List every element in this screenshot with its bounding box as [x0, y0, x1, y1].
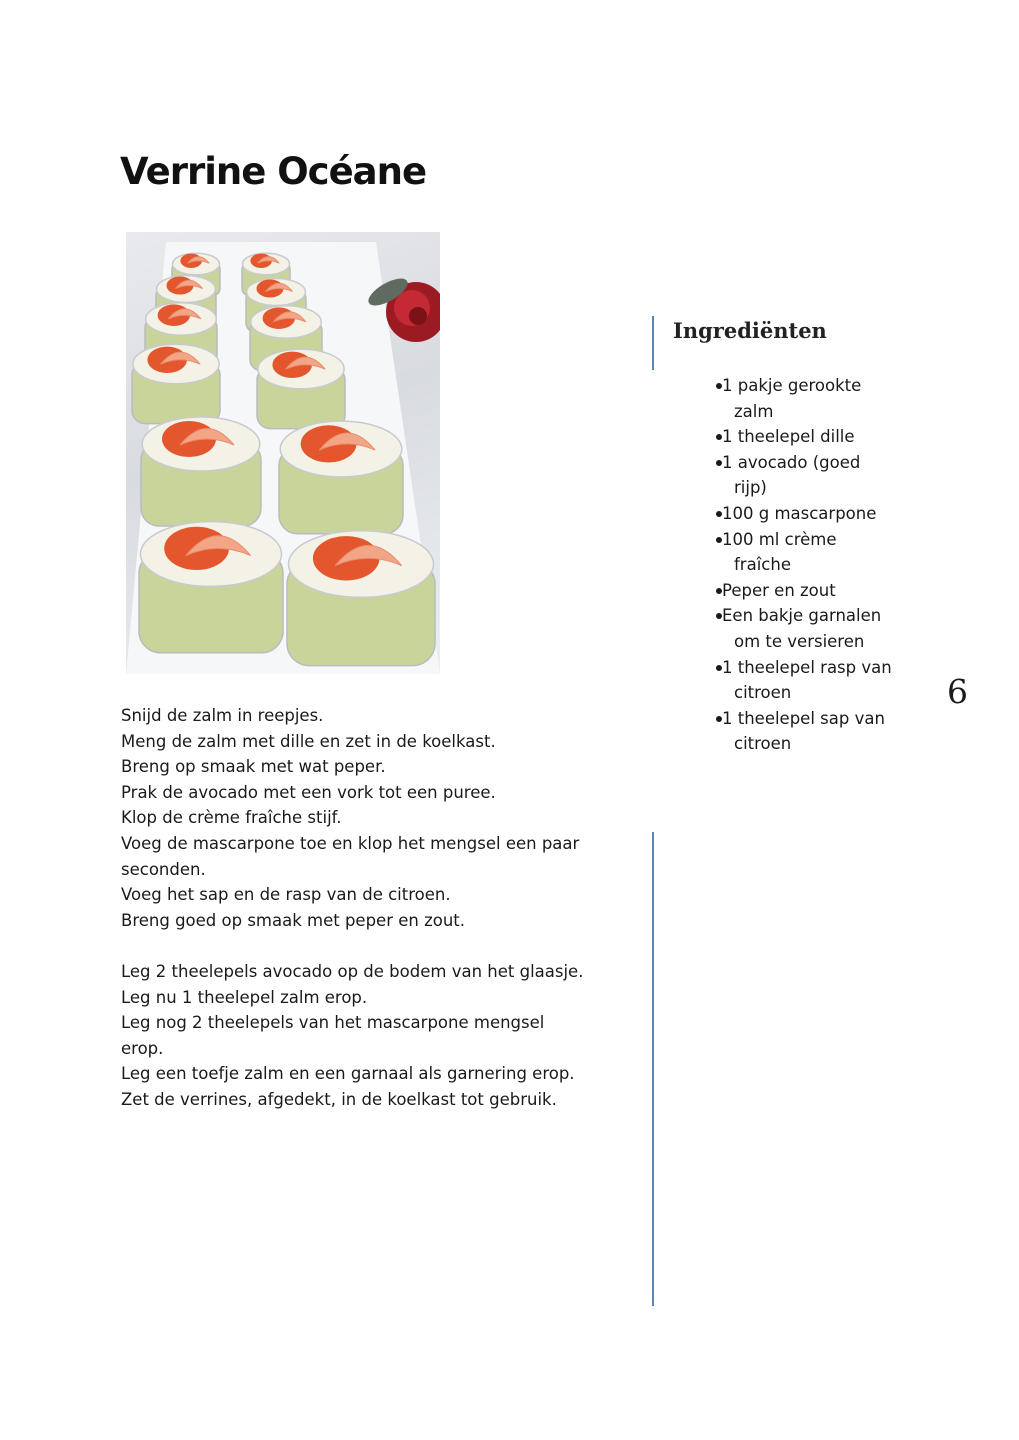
ingredient-item: 100 g mascarpone	[706, 501, 896, 527]
verrine-glass	[141, 417, 261, 526]
ingredient-item: 1 pakje gerookte zalm	[706, 373, 896, 424]
ingredients-heading: Ingrediënten	[673, 318, 827, 343]
verrine-glass	[279, 421, 403, 534]
instruction-step: Voeg het sap en de rasp van de citroen.	[121, 885, 451, 905]
instruction-step: Leg nog 2 theelepels van het mascarpone mengsel erop.	[121, 1013, 545, 1058]
instructions-block-1	[121, 703, 591, 933]
verrine-glass	[132, 344, 220, 423]
page-number: 6	[947, 672, 968, 711]
recipe-title: Verrine Océane	[120, 150, 427, 193]
instruction-step: Leg nu 1 theelepel zalm erop.	[121, 987, 368, 1007]
verrine-glass	[257, 349, 345, 428]
instruction-step: Leg een toefje zalm en een garnaal als garnering erop.	[121, 1064, 575, 1084]
ingredient-item: 100 ml crème fraîche	[706, 527, 896, 578]
instructions	[121, 703, 591, 1113]
ingredient-item: 1 avocado (goed rijp)	[706, 450, 896, 501]
instruction-step: Snijd de zalm in reepjes.	[121, 706, 324, 725]
instruction-step: Meng de zalm met dille en zet in de koelkast.	[121, 731, 496, 751]
sidebar-divider-top	[652, 316, 654, 370]
instruction-step: Voeg de mascarpone toe en klop het mengsel een paar seconden.	[121, 833, 580, 879]
verrine-photo	[126, 232, 440, 674]
instruction-step: Breng op smaak met wat peper.	[121, 757, 386, 777]
ingredient-item: Een bakje garnalen om te versieren	[706, 603, 896, 654]
instruction-step: Zet de verrines, afgedekt, in de koelkast tot gebruik.	[121, 1089, 557, 1109]
paragraph-gap	[121, 933, 591, 959]
verrine-glass	[287, 531, 435, 666]
ingredient-item: 1 theelepel dille	[706, 424, 896, 450]
ingredient-item: Peper en zout	[706, 578, 896, 604]
verrine-photo-icon	[126, 232, 440, 674]
instruction-step: Breng goed op smaak met peper en zout.	[121, 910, 466, 930]
sidebar-divider-bottom	[652, 832, 654, 1306]
ingredients-list	[706, 373, 896, 757]
instruction-step: Prak de avocado met een vork tot een puree.	[121, 782, 496, 802]
instruction-step: Klop de crème fraîche stijf.	[121, 808, 342, 828]
ingredient-item: 1 theelepel rasp van citroen	[706, 655, 896, 706]
instruction-step: Leg 2 theelepels avocado op de bodem van het glaasje.	[121, 961, 584, 981]
ingredient-item: 1 theelepel sap van citroen	[706, 706, 896, 757]
instructions-block-2	[121, 959, 591, 1113]
verrine-glass	[139, 522, 283, 653]
